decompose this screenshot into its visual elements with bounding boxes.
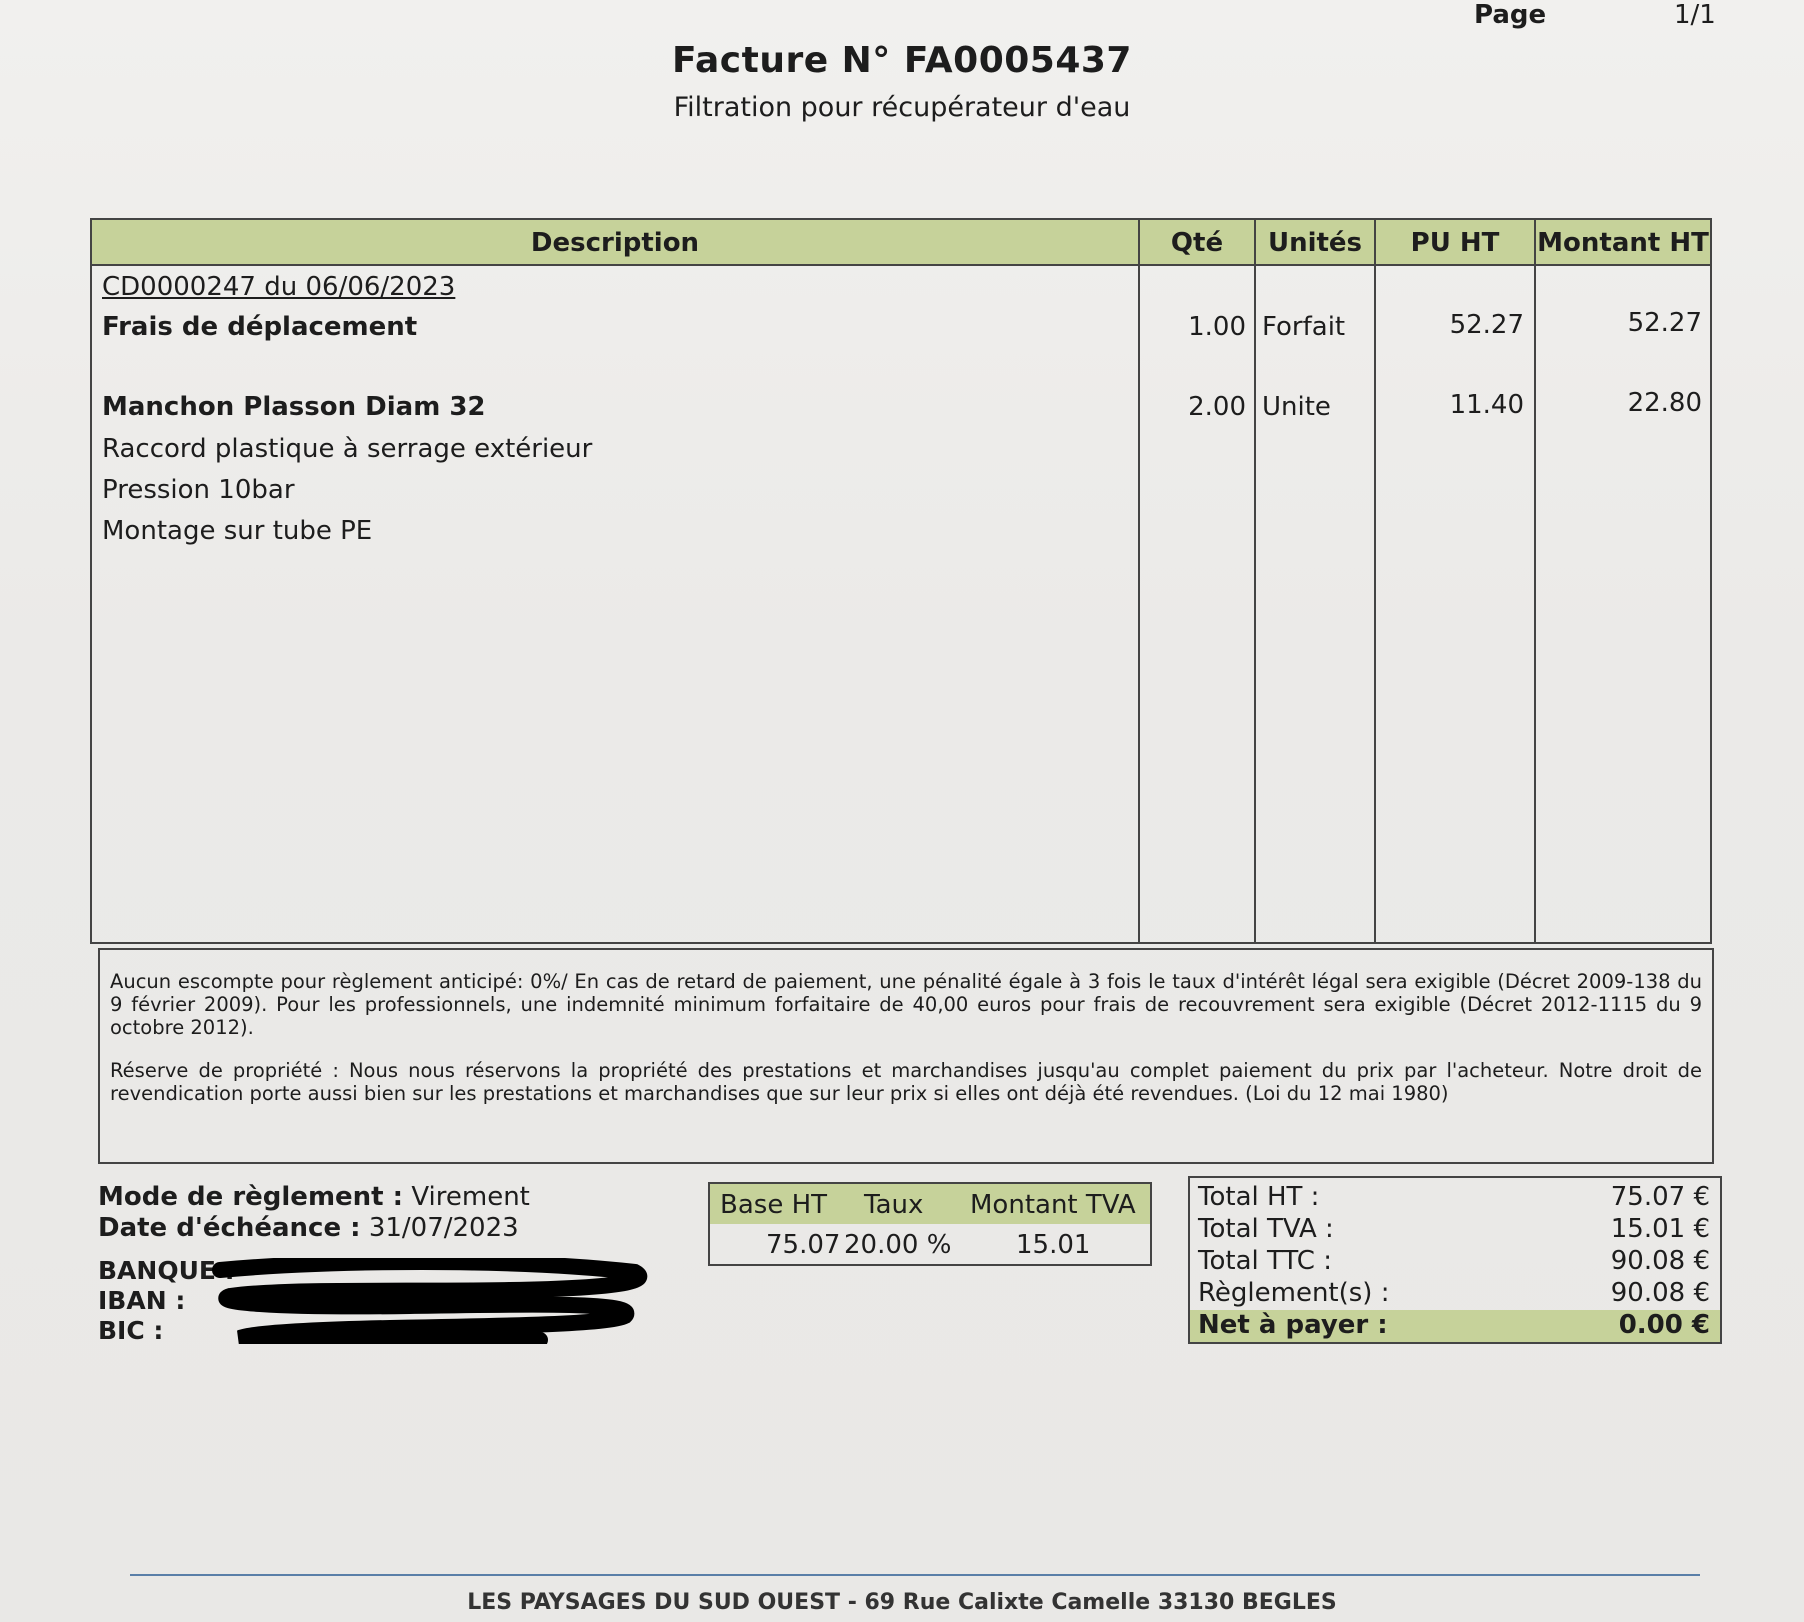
- payments-row: [1190, 1278, 1720, 1310]
- total-ht-row: [1190, 1182, 1720, 1214]
- legal-conditions: [98, 948, 1714, 1164]
- column-divider: [1138, 220, 1140, 942]
- line-items-table: [90, 218, 1712, 944]
- vat-amount-value: 15.01: [1016, 1230, 1091, 1260]
- item-pu-ht: 52.27: [1449, 310, 1524, 340]
- vat-table: [708, 1182, 1152, 1266]
- total-label: Total TTC :: [1198, 1246, 1332, 1276]
- order-reference: CD0000247 du 06/06/2023: [102, 272, 456, 302]
- header-montant-ht: Montant HT: [1537, 228, 1709, 258]
- total-value: 15.01 €: [1610, 1214, 1710, 1244]
- retention-of-title: Réserve de propriété : Nous nous réservons la propriété des prestations et marchandises jusqu'au complet paiement du prix par l'acheteur. Notre droit de revendication porte aussi bien sur les prestations et marchandises que sur leur prix si elles ont déjà été revendues. (Loi du 12 mai 1980): [110, 1059, 1702, 1105]
- net-to-pay-row: [1190, 1310, 1720, 1342]
- column-divider: [1254, 220, 1256, 942]
- total-value: 75.07 €: [1610, 1182, 1710, 1212]
- item-montant-ht: 52.27: [1627, 308, 1702, 338]
- total-value: 0.00 €: [1618, 1310, 1710, 1340]
- item-name: Manchon Plasson Diam 32: [102, 392, 486, 422]
- payment-mode-value: Virement: [411, 1182, 530, 1212]
- page-number: 1/1: [1674, 0, 1716, 30]
- invoice-subtitle: Filtration pour récupérateur d'eau: [673, 92, 1131, 123]
- header-pu-ht: PU HT: [1410, 228, 1500, 258]
- total-value: 90.08 €: [1610, 1246, 1710, 1276]
- total-label: Net à payer :: [1198, 1310, 1388, 1340]
- table-header: [92, 220, 1710, 266]
- vat-header-rate: Taux: [864, 1190, 924, 1220]
- vat-header-base: Base HT: [720, 1190, 828, 1220]
- item-montant-ht: 22.80: [1627, 388, 1702, 418]
- item-detail: Raccord plastique à serrage extérieur: [102, 434, 593, 464]
- invoice-title: Facture N° FA0005437: [672, 40, 1132, 81]
- column-divider: [1534, 220, 1536, 942]
- item-pu-ht: 11.40: [1449, 390, 1524, 420]
- item-detail: Pression 10bar: [102, 475, 295, 505]
- item-qty: 1.00: [1188, 312, 1246, 342]
- payment-mode-label: Mode de règlement :: [98, 1182, 404, 1212]
- total-label: Règlement(s) :: [1198, 1278, 1390, 1308]
- item-unit: Forfait: [1262, 312, 1346, 342]
- bank-label: BANQUE :: [98, 1256, 235, 1285]
- page-label: Page: [1474, 0, 1547, 30]
- iban-label: IBAN :: [98, 1286, 186, 1315]
- item-name: Frais de déplacement: [102, 312, 418, 342]
- total-label: Total TVA :: [1198, 1214, 1334, 1244]
- redaction-scribble: [210, 1258, 650, 1344]
- due-date-value: 31/07/2023: [368, 1213, 519, 1243]
- header-qty: Qté: [1170, 228, 1224, 258]
- payment-info: [98, 1182, 530, 1244]
- header-description: Description: [530, 228, 700, 258]
- column-divider: [1374, 220, 1376, 942]
- header-units: Unités: [1267, 228, 1363, 258]
- due-date-label: Date d'échéance :: [98, 1213, 361, 1243]
- item-qty: 2.00: [1188, 392, 1246, 422]
- late-payment-terms: Aucun escompte pour règlement anticipé: 0%/ En cas de retard de paiement, une pénalité égale à 3 fois le taux d'intérêt légal sera exigible (Décret 2009-138 du 9 février 2009). Pour les professionnels, une indemnité minimum forfaitaire de 40,00 euros pour frais de recouvrement sera exigible (Décret 2012-1115 du 9 octobre 2012).: [110, 970, 1702, 1039]
- item-unit: Unite: [1262, 392, 1331, 422]
- total-ttc-row: [1190, 1246, 1720, 1278]
- total-label: Total HT :: [1198, 1182, 1320, 1212]
- total-value: 90.08 €: [1610, 1278, 1710, 1308]
- total-tva-row: [1190, 1214, 1720, 1246]
- company-footer: LES PAYSAGES DU SUD OUEST - 69 Rue Calixte Camelle 33130 BEGLES: [467, 1590, 1337, 1615]
- vat-rate-value: 20.00 %: [844, 1230, 952, 1260]
- item-detail: Montage sur tube PE: [102, 516, 373, 546]
- bic-label: BIC :: [98, 1316, 164, 1345]
- totals-box: [1188, 1176, 1722, 1344]
- footer-divider: [130, 1574, 1700, 1576]
- vat-header-amount: Montant TVA: [970, 1190, 1136, 1220]
- vat-base-value: 75.07: [766, 1230, 841, 1260]
